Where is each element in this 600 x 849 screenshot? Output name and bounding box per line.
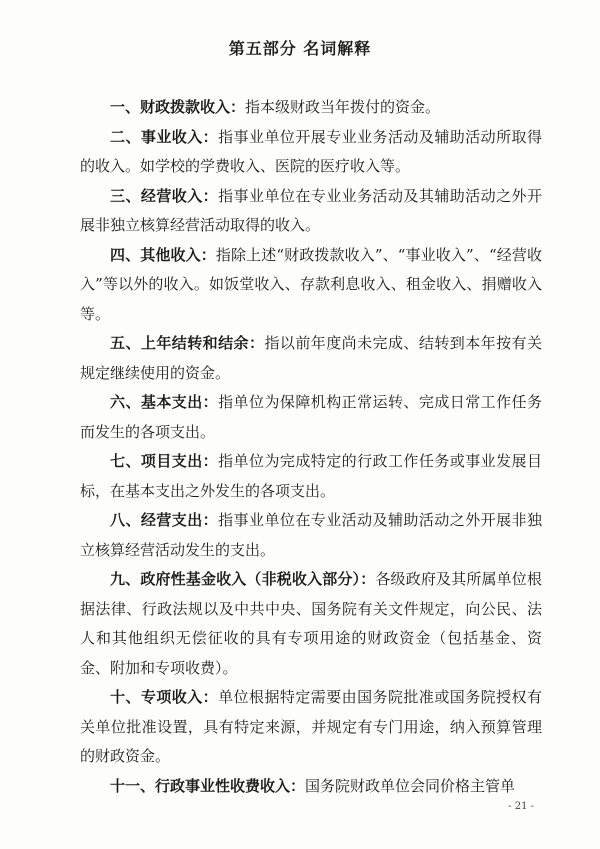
glossary-term: 七、项目支出：	[110, 452, 219, 470]
glossary-definition: 各级政府及其所属单位根据法律、行政法规以及中共中央、国务院有关文件规定，向公民、法人和其他组织无偿征收的具有专项用途的财政资金（包括基金、资金、附加和专项收费）。	[80, 570, 542, 677]
page-title: 第五部分 名词解释	[228, 39, 372, 58]
glossary-entry	[80, 241, 542, 330]
glossary-entry	[80, 565, 542, 683]
glossary-definition: 指事业单位开展专业业务活动及辅助活动所取得的收入。如学校的学费收入、医院的医疗收入等。	[80, 127, 542, 175]
glossary-definition: 指以前年度尚未完成、结转到本年按有关规定继续使用的资金。	[80, 334, 542, 382]
glossary-term: 三、经营收入：	[110, 186, 219, 205]
glossary-definition: 指事业单位在专业活动及辅助活动之外开展非独立核算经营活动发生的支出。	[80, 511, 542, 559]
glossary-definition: 指事业单位在专业业务活动及其辅助活动之外开展非独立核算经营活动取得的收入。	[80, 186, 542, 234]
page-number: - 21 -	[508, 801, 534, 812]
glossary-term: 十、专项收入：	[110, 688, 219, 706]
glossary-definition: 国务院财政单位会同价格主管单	[305, 776, 516, 795]
glossary-definition: 指单位为保障机构正常运转、完成日常工作任务而发生的各项支出。	[80, 393, 542, 441]
glossary-term: 四、其他收入：	[110, 245, 216, 264]
glossary-term: 一、财政拨款收入：	[110, 98, 246, 116]
glossary-entry	[80, 329, 542, 388]
glossary-entry	[80, 388, 542, 447]
glossary-definition: 指单位为完成特定的行政工作任务或事业发展目标，在基本支出之外发生的各项支出。	[80, 452, 542, 500]
glossary-term: 五、上年结转和结余：	[110, 334, 265, 352]
glossary-definition: 单位根据特定需要由国务院批准或国务院授权有关单位批准设置，具有特定来源，并规定有专门用途，纳入预算管理的财政资金。	[80, 688, 542, 765]
glossary-term: 二、事业收入：	[110, 127, 219, 146]
glossary-entry	[80, 506, 542, 565]
glossary-entry	[80, 182, 542, 241]
glossary-entry	[80, 683, 542, 772]
glossary-definition: 指本级财政当年拨付的资金。	[245, 98, 441, 116]
glossary-term: 九、政府性基金收入（非税收入部分）：	[110, 570, 376, 588]
glossary-term: 八、经营支出：	[110, 511, 219, 529]
glossary-term: 十一、行政事业性收费收入：	[110, 776, 306, 795]
glossary-entry	[80, 772, 542, 802]
glossary-list	[80, 93, 542, 801]
glossary-term: 六、基本支出：	[110, 393, 219, 411]
glossary-entry	[80, 123, 542, 182]
glossary-entry	[80, 93, 542, 123]
glossary-definition: 指除上述“财政拨款收入”、“事业收入”、“经营收入”等以外的收入。如饭堂收入、存款利息收入、租金收入、捐赠收入等。	[80, 245, 542, 323]
glossary-entry	[80, 447, 542, 506]
